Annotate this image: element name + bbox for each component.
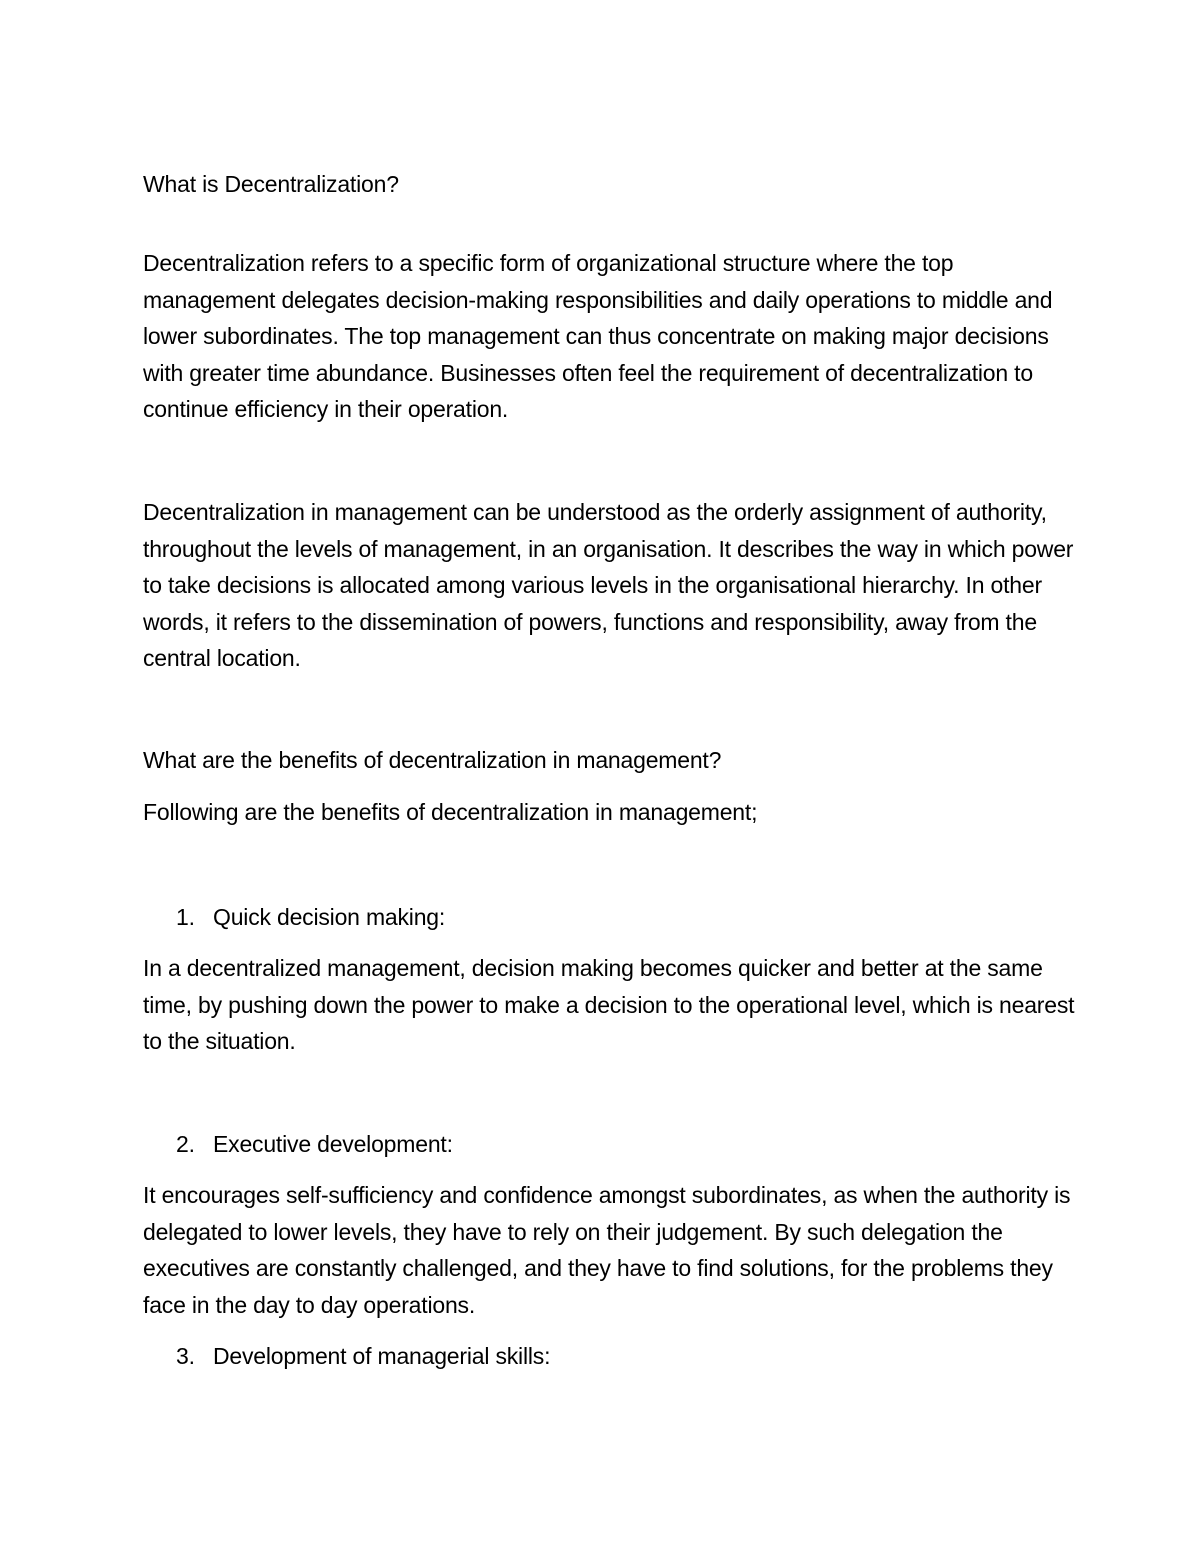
- paragraph-management-decentralization: Decentralization in management can be understood as the orderly assignment of authority, throughout the levels of management, in an organisation. It describes the way in which power to take decisions is allocated among various levels in the organisational hierarchy. In other words, it refers to the dissemination of powers, functions and responsibility, away from the central location.: [143, 499, 1074, 671]
- paragraph-definition: Decentralization refers to a specific form of organizational structure where the top management delegates decision-making responsibilities and daily operations to middle and lower subordinates. The top management can thus concentrate on making major decisions with greater time abundance. Businesses often feel the requirement of decentralization to continue efficiency in their operation.: [143, 250, 1053, 422]
- list-item-1-text: In a decentralized management, decision making becomes quicker and better at the same time, by pushing down the power to make a decision to the operational level, which is nearest to the situation.: [143, 955, 1075, 1054]
- list-number: 1.: [176, 904, 195, 930]
- benefits-intro: Following are the benefits of decentralization in management;: [143, 799, 758, 825]
- list-number: 2.: [176, 1131, 195, 1157]
- list-item-2-text: It encourages self-sufficiency and confidence amongst subordinates, as when the authority is delegated to lower levels, they have to rely on their judgement. By such delegation the executives are constantly challenged, and they have to find solutions, for the problems they face in the day to day operations.: [143, 1182, 1071, 1318]
- heading-what-is-decentralization: What is Decentralization?: [143, 171, 399, 197]
- list-item-title: Executive development:: [213, 1131, 453, 1157]
- list-item-title: Quick decision making:: [213, 904, 446, 930]
- heading-benefits: What are the benefits of decentralization in management?: [143, 747, 722, 773]
- list-item-2-title: [176, 1126, 453, 1163]
- list-item-1-title: [176, 899, 445, 936]
- list-item-title: Development of managerial skills:: [213, 1343, 551, 1369]
- list-number: 3.: [176, 1343, 195, 1369]
- list-item-3-title: [176, 1338, 550, 1375]
